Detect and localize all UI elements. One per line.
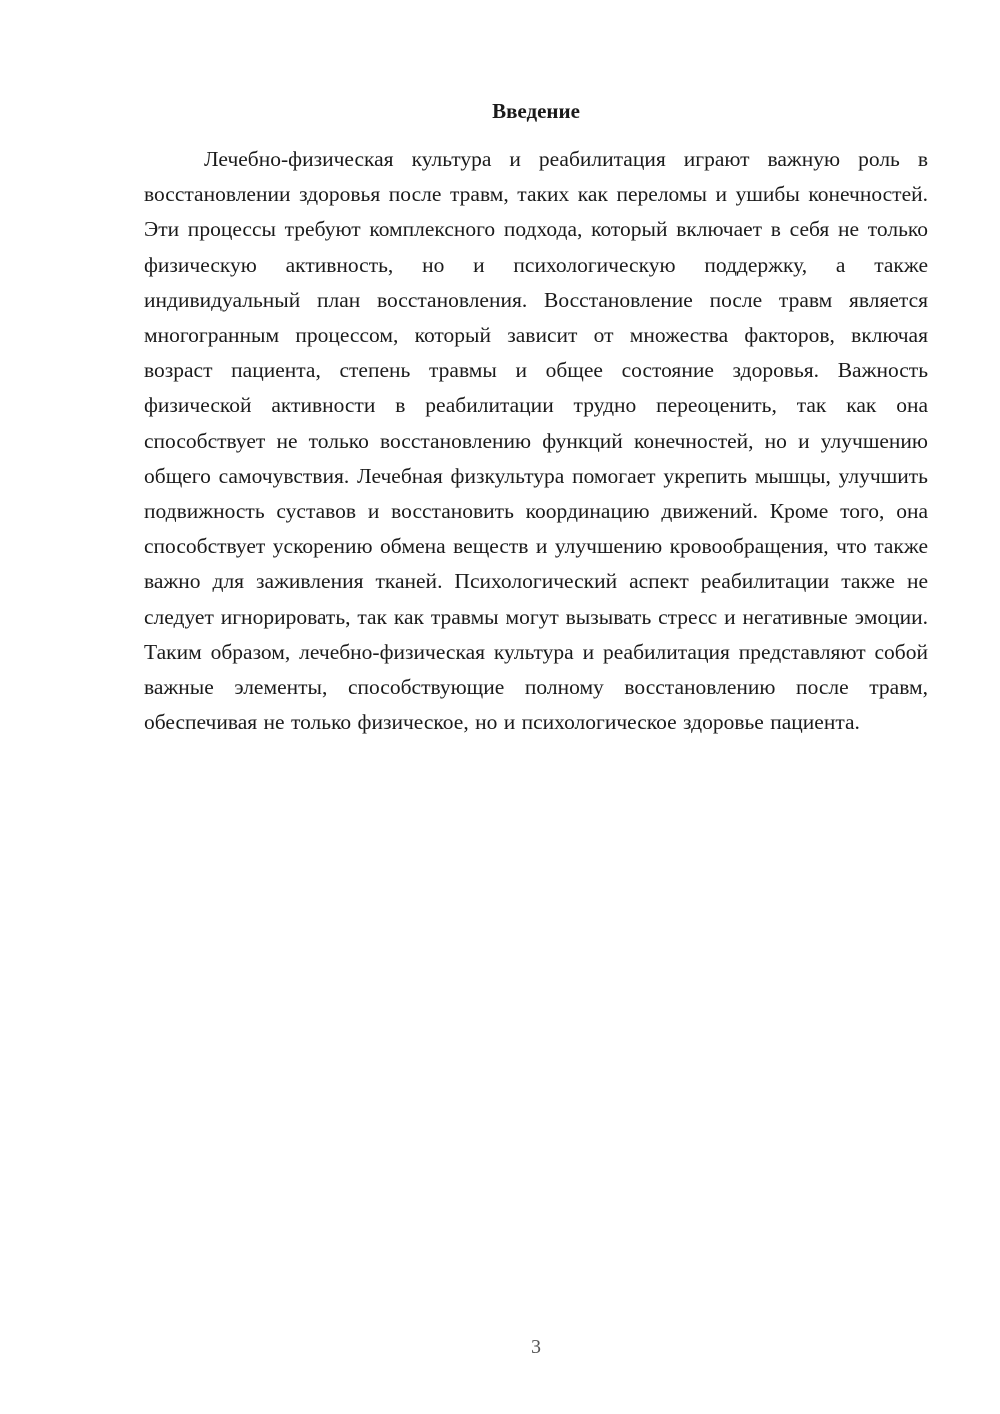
page-number: 3 (531, 1336, 541, 1358)
body-paragraph: Лечебно-физическая культура и реабилитация играют важную роль в восстановлении здоровья после травм, таких как переломы и ушибы конечностей. Эти процессы требуют комплексного подхода, который включает в себя не только физическую активность, но и психологическую поддержку, а также индивидуальный план восстановления. Восстановление после травм является многогранным процессом, который зависит от множества факторов, включая возраст пациента, степень травмы и общее состояние здоровья. Важность физической активности в реабилитации трудно переоценить, так как она способствует не только восстановлению функций конечностей, но и улучшению общего самочувствия. Лечебная физкультура помогает укрепить мышцы, улучшить подвижность суставов и восстановить координацию движений. Кроме того, она способствует ускорению обмена веществ и улучшению кровообращения, что также важно для заживления тканей. Психологический аспект реабилитации также не следует игнорировать, так как травмы могут вызывать стресс и негативные эмоции. Таким образом, лечебно-физическая культура и реабилитация представляют собой важные элементы, способствующие полному восстановлению после травм, обеспечивая не только физическое, но и психологическое здоровье пациента. (144, 147, 928, 735)
section-title: Введение (492, 99, 580, 123)
